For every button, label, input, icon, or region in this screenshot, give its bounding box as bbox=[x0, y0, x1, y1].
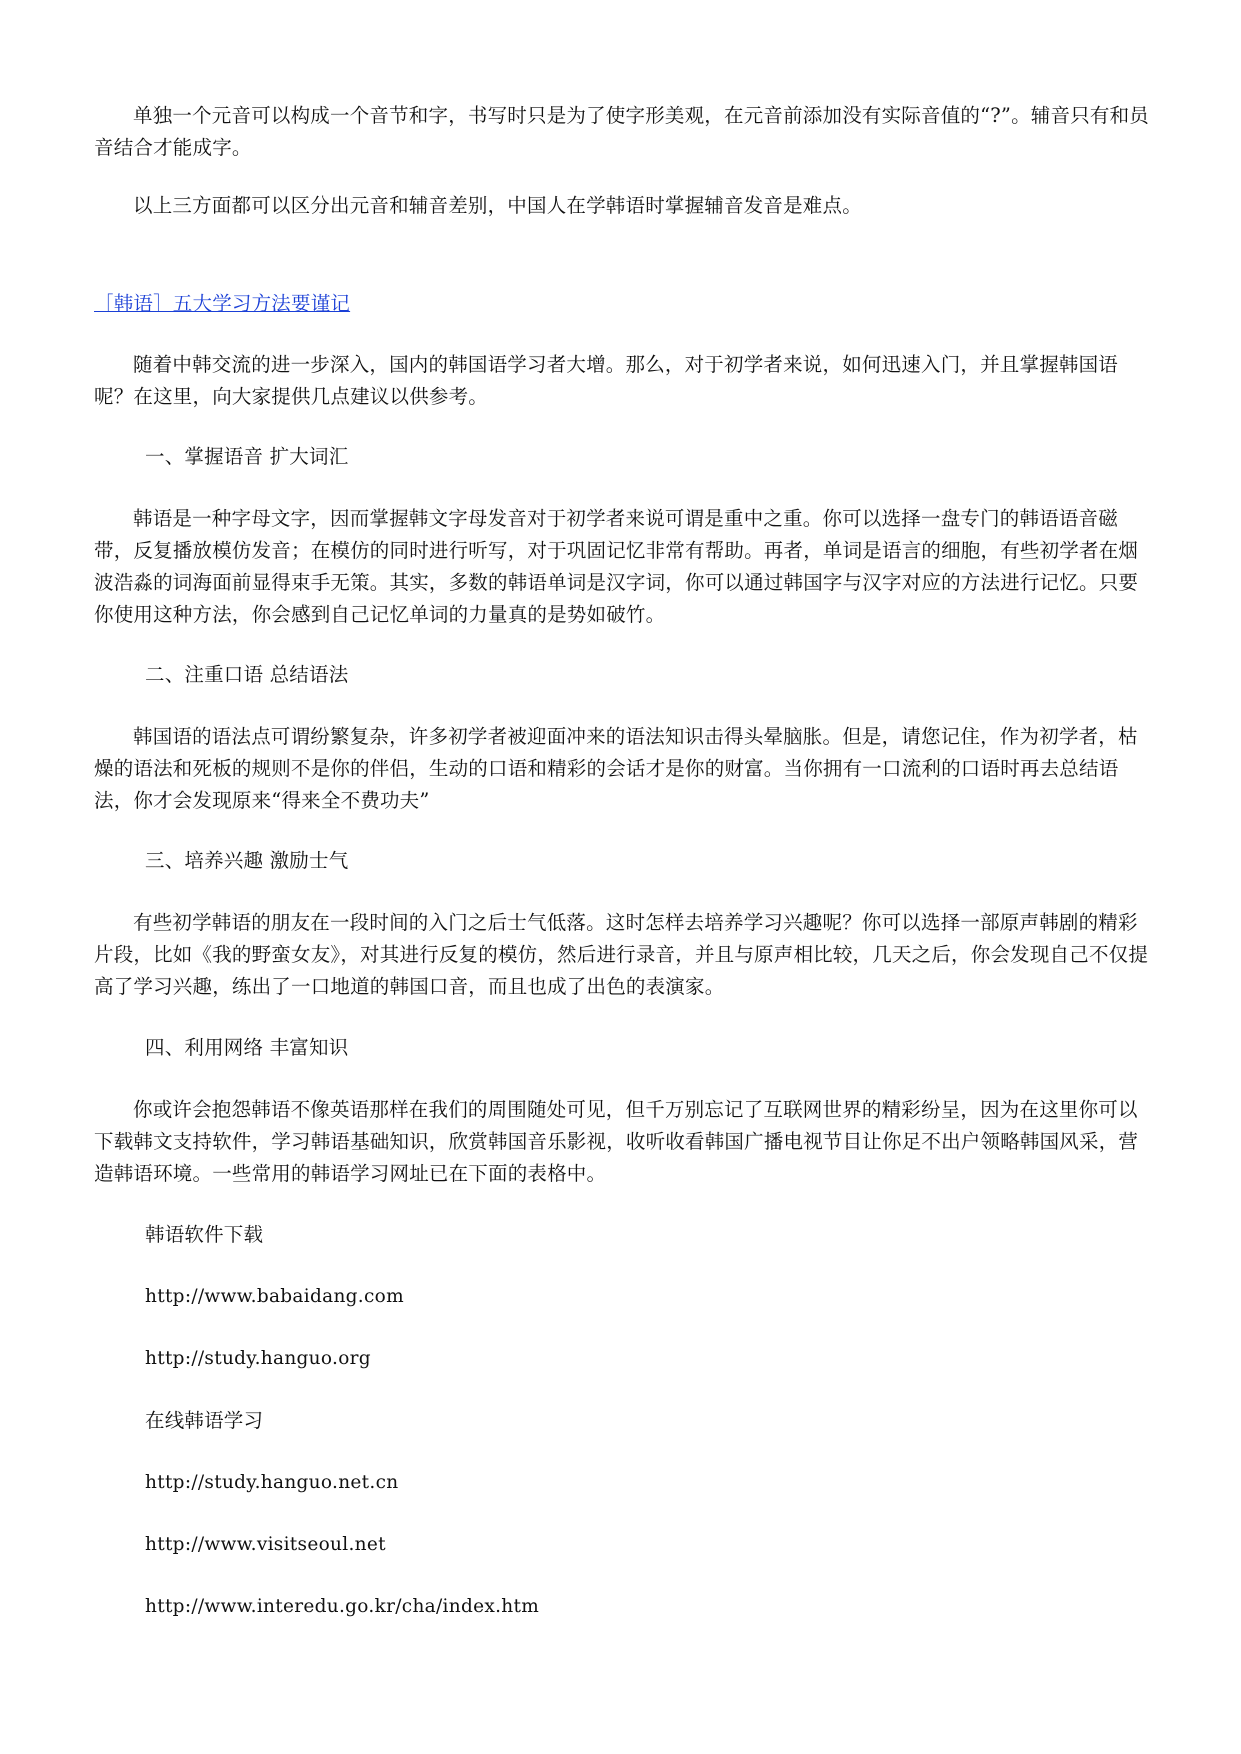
section-body-4: 你或许会抱怨韩语不像英语那样在我们的周围随处可见，但千万别忘记了互联网世界的精彩纷呈，因为在这里你可以下载韩文支持软件，学习韩语基础知识，欣赏韩国音乐影视，收听收看韩国广播电视节目让你足不出户领略韩国风采，营造韩语环境。一些常用的韩语学习网址已在下面的表格中。 bbox=[94, 1098, 1139, 1185]
article-title-link[interactable]: ［韩语］五大学习方法要谨记 bbox=[94, 292, 351, 315]
url-study-hanguo-net-cn[interactable]: http://study.hanguo.net.cn bbox=[145, 1472, 399, 1493]
url-visitseoul[interactable]: http://www.visitseoul.net bbox=[145, 1534, 386, 1555]
section-heading-4: 四、利用网络 丰富知识 bbox=[145, 1036, 349, 1059]
section-heading-1: 一、掌握语音 扩大词汇 bbox=[145, 445, 349, 468]
url-babaidang[interactable]: http://www.babaidang.com bbox=[145, 1286, 404, 1307]
section-body-1: 韩语是一种字母文字，因而掌握韩文字母发音对于初学者来说可谓是重中之重。你可以选择一盘专门的韩语语音磁带，反复播放模仿发音；在模仿的同时进行听写，对于巩固记忆非常有帮助。再者，单词是语言的细胞，有些初学者在烟波浩淼的词海面前显得束手无策。其实，多数的韩语单词是汉字词，你可以通过韩国字与汉字对应的方法进行记忆。只要你使用这种方法，你会感到自己记忆单词的力量真的是势如破竹。 bbox=[94, 507, 1139, 626]
section-heading-2: 二、注重口语 总结语法 bbox=[145, 663, 349, 686]
software-download-label: 韩语软件下载 bbox=[145, 1223, 264, 1246]
paragraph-vowel-consonant-summary: 以上三方面都可以区分出元音和辅音差别，中国人在学韩语时掌握辅音发音是难点。 bbox=[133, 194, 862, 217]
section-body-3: 有些初学韩语的朋友在一段时间的入门之后士气低落。这时怎样去培养学习兴趣呢？你可以选择一部原声韩剧的精彩片段，比如《我的野蛮女友》，对其进行反复的模仿，然后进行录音，并且与原声相比较，几天之后，你会发现自己不仅提高了学习兴趣，练出了一口地道的韩国口音，而且也成了出色的表演家。 bbox=[94, 911, 1149, 998]
online-study-label: 在线韩语学习 bbox=[145, 1409, 264, 1432]
section-body-2: 韩国语的语法点可谓纷繁复杂，许多初学者被迎面冲来的语法知识击得头晕脑胀。但是，请您记住，作为初学者，枯燥的语法和死板的规则不是你的伴侣，生动的口语和精彩的会话才是你的财富。当你拥有一口流利的口语时再去总结语法，你才会发现原来“得来全不费功夫” bbox=[94, 725, 1138, 812]
url-study-hanguo-org[interactable]: http://study.hanguo.org bbox=[145, 1348, 371, 1369]
paragraph-vowel-syllable: 单独一个元音可以构成一个音节和字，书写时只是为了使字形美观，在元音前添加没有实际音值的“?”。辅音只有和员音结合才能成字。 bbox=[94, 104, 1149, 159]
url-interedu[interactable]: http://www.interedu.go.kr/cha/index.htm bbox=[145, 1596, 540, 1617]
intro-paragraph: 随着中韩交流的进一步深入，国内的韩国语学习者大增。那么，对于初学者来说，如何迅速入门，并且掌握韩国语呢？在这里，向大家提供几点建议以供参考。 bbox=[94, 353, 1119, 408]
section-heading-3: 三、培养兴趣 激励士气 bbox=[145, 849, 349, 872]
